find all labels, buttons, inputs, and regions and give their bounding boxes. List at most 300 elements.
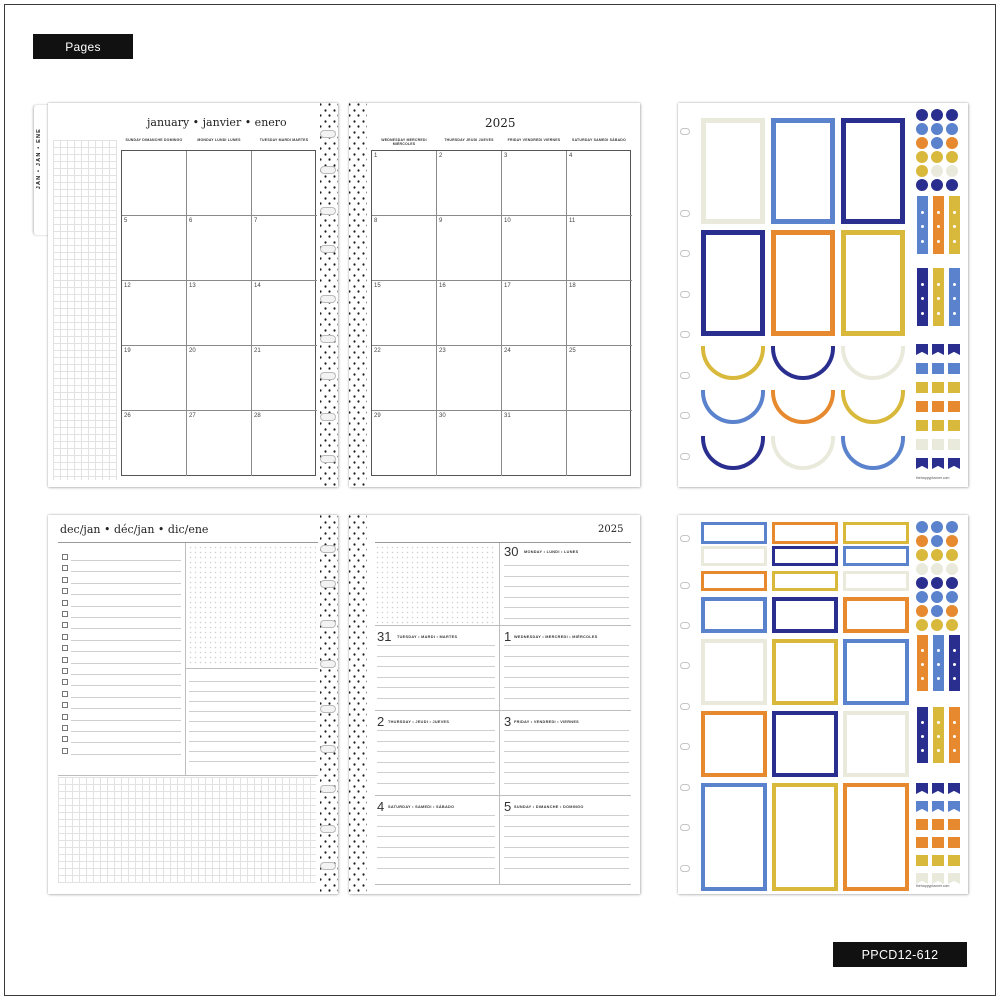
frame-sticker[interactable]	[841, 230, 905, 336]
brand-url: thehappyplanner.com	[916, 884, 950, 888]
checkbox[interactable]	[62, 622, 68, 628]
dot-sticker[interactable]	[931, 165, 943, 177]
tab-sticker[interactable]	[948, 855, 960, 866]
frame-sticker[interactable]	[701, 522, 767, 544]
dot-sticker[interactable]	[916, 521, 928, 533]
checklist-line	[71, 560, 181, 561]
calendar-cell[interactable]	[567, 151, 632, 216]
checklist-line	[71, 571, 181, 572]
calendar-cell[interactable]	[372, 411, 437, 476]
frame-sticker[interactable]	[772, 711, 838, 777]
strip-dot	[921, 225, 924, 228]
checkbox[interactable]	[62, 588, 68, 594]
flag-sticker[interactable]	[916, 458, 928, 469]
tab-sticker[interactable]	[948, 420, 960, 431]
frame-sticker[interactable]	[701, 783, 767, 891]
dot-sticker[interactable]	[946, 137, 958, 149]
strip-dot	[953, 735, 956, 738]
checkbox[interactable]	[62, 657, 68, 663]
frame-sticker[interactable]	[772, 522, 838, 544]
checklist-line	[71, 674, 181, 675]
day-header-friday: FRIDAY VENDREDI VIERNES	[507, 138, 561, 142]
day-number: 30	[504, 544, 519, 559]
calendar-cell[interactable]	[437, 281, 502, 346]
dot-sticker[interactable]	[946, 109, 958, 121]
strip-sticker[interactable]	[933, 196, 944, 254]
checkbox[interactable]	[62, 691, 68, 697]
calendar-cell[interactable]	[502, 151, 567, 216]
frame-sticker[interactable]	[701, 597, 767, 633]
half-circle-sticker[interactable]	[841, 390, 905, 424]
dot-grid-block	[188, 545, 316, 667]
strip-dot	[921, 312, 924, 315]
calendar-day-number: 20	[189, 348, 196, 354]
dot-sticker[interactable]	[916, 549, 928, 561]
calendar-cell[interactable]	[567, 216, 632, 281]
punch-hole	[680, 128, 690, 135]
frame-sticker[interactable]	[772, 597, 838, 633]
column-divider	[185, 543, 186, 775]
half-circle-sticker[interactable]	[701, 436, 765, 470]
day-header-sunday: SUNDAY DIMANCHE DOMINGO	[125, 138, 183, 142]
tab-sticker[interactable]	[916, 837, 928, 848]
calendar-cell[interactable]	[122, 411, 187, 476]
flag-sticker[interactable]	[948, 801, 960, 812]
frame-sticker[interactable]	[772, 546, 838, 566]
writing-line	[377, 783, 495, 784]
writing-line	[504, 836, 629, 837]
flag-sticker[interactable]	[948, 873, 960, 884]
checkbox[interactable]	[62, 668, 68, 674]
checklist-line	[71, 697, 181, 698]
notes-line	[189, 711, 316, 712]
calendar-day-number: 31	[504, 413, 511, 419]
calendar-cell[interactable]	[372, 346, 437, 411]
dot-sticker[interactable]	[931, 123, 943, 135]
calendar-cell[interactable]	[252, 151, 317, 216]
block-divider	[186, 668, 318, 669]
frame-sticker[interactable]	[771, 230, 835, 336]
writing-line	[377, 868, 495, 869]
checkbox[interactable]	[62, 645, 68, 651]
strip-dot	[937, 677, 940, 680]
calendar-day-number: 10	[504, 218, 511, 224]
punch-hole	[680, 824, 690, 831]
week-year: 2025	[598, 524, 624, 535]
dot-sticker[interactable]	[916, 137, 928, 149]
dot-sticker[interactable]	[946, 577, 958, 589]
half-circle-sticker[interactable]	[771, 390, 835, 424]
calendar-cell[interactable]	[122, 281, 187, 346]
dot-sticker[interactable]	[946, 165, 958, 177]
strip-dot	[953, 225, 956, 228]
strip-sticker[interactable]	[949, 196, 960, 254]
checklist-line	[71, 685, 181, 686]
dot-sticker[interactable]	[946, 521, 958, 533]
frame-sticker[interactable]	[843, 546, 909, 566]
binder-disc	[320, 745, 336, 753]
calendar-cell[interactable]	[187, 411, 252, 476]
dot-sticker[interactable]	[916, 165, 928, 177]
frame-sticker[interactable]	[843, 783, 909, 891]
dot-sticker[interactable]	[931, 577, 943, 589]
binder-disc	[320, 166, 336, 174]
dot-sticker[interactable]	[916, 179, 928, 191]
writing-line	[504, 645, 629, 646]
calendar-day-number: 8	[374, 218, 378, 224]
checkbox[interactable]	[62, 725, 68, 731]
dot-sticker[interactable]	[931, 563, 943, 575]
half-circle-sticker[interactable]	[841, 346, 905, 380]
checkbox[interactable]	[62, 736, 68, 742]
strip-dot	[921, 663, 924, 666]
calendar-cell[interactable]	[252, 281, 317, 346]
tab-sticker[interactable]	[948, 382, 960, 393]
half-circle-sticker[interactable]	[771, 346, 835, 380]
tab-sticker[interactable]	[948, 363, 960, 374]
dot-sticker[interactable]	[916, 535, 928, 547]
dot-sticker[interactable]	[931, 535, 943, 547]
flag-sticker[interactable]	[948, 344, 960, 355]
checkbox[interactable]	[62, 600, 68, 606]
day-number: 3	[504, 714, 512, 729]
frame-sticker[interactable]	[701, 639, 767, 705]
dot-sticker[interactable]	[931, 151, 943, 163]
flag-sticker[interactable]	[948, 458, 960, 469]
notes-line	[189, 701, 316, 702]
checkbox[interactable]	[62, 577, 68, 583]
checkbox[interactable]	[62, 565, 68, 571]
day-divider	[375, 884, 631, 885]
calendar-cell[interactable]	[122, 346, 187, 411]
calendar-cell[interactable]	[122, 216, 187, 281]
punch-hole	[680, 372, 690, 379]
calendar-cell[interactable]	[437, 346, 502, 411]
dot-sticker[interactable]	[916, 577, 928, 589]
calendar-cell[interactable]	[502, 216, 567, 281]
checkbox[interactable]	[62, 748, 68, 754]
punch-hole	[680, 535, 690, 542]
punch-hole	[680, 250, 690, 257]
writing-line	[504, 698, 629, 699]
strip-sticker[interactable]	[933, 707, 944, 763]
dot-sticker[interactable]	[931, 521, 943, 533]
flag-sticker[interactable]	[948, 783, 960, 794]
dot-sticker[interactable]	[931, 549, 943, 561]
frame-sticker[interactable]	[841, 118, 905, 224]
tab-sticker[interactable]	[916, 420, 928, 431]
frame-sticker[interactable]	[701, 230, 765, 336]
dot-sticker[interactable]	[916, 605, 928, 617]
checklist-line	[71, 651, 181, 652]
frame-sticker[interactable]	[701, 711, 767, 777]
calendar-day-number: 4	[569, 153, 573, 159]
calendar-day-number: 6	[189, 218, 193, 224]
strip-dot	[953, 749, 956, 752]
checkbox[interactable]	[62, 702, 68, 708]
frame-sticker[interactable]	[701, 118, 765, 224]
writing-line	[377, 772, 495, 773]
writing-line	[504, 772, 629, 773]
strip-dot	[937, 312, 940, 315]
writing-line	[504, 741, 629, 742]
calendar-cell[interactable]	[437, 216, 502, 281]
calendar-day-number: 29	[374, 413, 381, 419]
strip-dot	[953, 240, 956, 243]
dot-pattern-strip	[349, 515, 367, 894]
flag-sticker[interactable]	[932, 873, 944, 884]
strip-sticker[interactable]	[949, 707, 960, 763]
calendar-cell[interactable]	[187, 281, 252, 346]
day-divider	[375, 710, 631, 711]
monthly-calendar-right	[371, 150, 631, 476]
flag-sticker[interactable]	[932, 458, 944, 469]
day-header-thursday: THURSDAY JEUDI JUEVES	[444, 138, 494, 142]
frame-sticker[interactable]	[772, 783, 838, 891]
calendar-day-number: 22	[374, 348, 381, 354]
checklist-line	[71, 742, 181, 743]
strip-sticker[interactable]	[917, 707, 928, 763]
day-name: TUESDAY • MARDI • MARTES	[397, 635, 458, 639]
tab-sticker[interactable]	[916, 382, 928, 393]
tab-sticker[interactable]	[916, 439, 928, 450]
flag-sticker[interactable]	[932, 344, 944, 355]
strip-dot	[937, 240, 940, 243]
half-circle-sticker[interactable]	[701, 390, 765, 424]
strip-dot	[937, 663, 940, 666]
strip-dot	[953, 283, 956, 286]
calendar-cell[interactable]	[187, 346, 252, 411]
dot-sticker[interactable]	[946, 619, 958, 631]
dot-sticker[interactable]	[946, 605, 958, 617]
dot-sticker[interactable]	[931, 619, 943, 631]
calendar-cell[interactable]	[437, 151, 502, 216]
checkbox[interactable]	[62, 611, 68, 617]
flag-sticker[interactable]	[932, 801, 944, 812]
writing-line	[504, 597, 629, 598]
writing-line	[504, 607, 629, 608]
checklist-line	[71, 640, 181, 641]
writing-line	[504, 847, 629, 848]
strip-sticker[interactable]	[949, 635, 960, 691]
dot-sticker[interactable]	[931, 591, 943, 603]
day-number: 2	[377, 714, 385, 729]
dot-sticker[interactable]	[931, 137, 943, 149]
dot-sticker[interactable]	[931, 179, 943, 191]
punch-hole	[680, 331, 690, 338]
calendar-cell[interactable]	[252, 411, 317, 476]
dot-sticker[interactable]	[946, 591, 958, 603]
flag-sticker[interactable]	[916, 873, 928, 884]
day-name: WEDNESDAY • MERCREDI • MIÉRCOLES	[514, 635, 598, 639]
strip-sticker[interactable]	[917, 268, 928, 326]
calendar-cell[interactable]	[437, 411, 502, 476]
calendar-cell[interactable]	[187, 216, 252, 281]
tab-sticker[interactable]	[932, 819, 944, 830]
dot-sticker[interactable]	[946, 151, 958, 163]
calendar-cell[interactable]	[252, 346, 317, 411]
binder-disc	[320, 335, 336, 343]
dot-sticker[interactable]	[916, 591, 928, 603]
dot-sticker[interactable]	[946, 563, 958, 575]
strip-dot	[937, 735, 940, 738]
frame-sticker[interactable]	[843, 711, 909, 777]
strip-sticker[interactable]	[917, 196, 928, 254]
strip-dot	[937, 649, 940, 652]
writing-line	[377, 762, 495, 763]
half-circle-sticker[interactable]	[771, 436, 835, 470]
day-number: 31	[377, 629, 392, 644]
half-circle-sticker[interactable]	[841, 436, 905, 470]
monthly-right-page	[349, 103, 640, 487]
sticker-sheet-2	[678, 515, 968, 894]
tab-sticker[interactable]	[932, 382, 944, 393]
calendar-cell[interactable]	[372, 281, 437, 346]
writing-line	[504, 618, 629, 619]
calendar-day-number: 21	[254, 348, 261, 354]
binder-disc	[320, 705, 336, 713]
frame-sticker[interactable]	[843, 597, 909, 633]
binder-disc	[320, 295, 336, 303]
calendar-cell[interactable]	[567, 411, 632, 476]
calendar-cell[interactable]	[502, 411, 567, 476]
checklist-line	[71, 663, 181, 664]
strip-dot	[937, 225, 940, 228]
dot-sticker[interactable]	[916, 151, 928, 163]
dot-sticker[interactable]	[916, 563, 928, 575]
strip-sticker[interactable]	[933, 268, 944, 326]
tab-sticker[interactable]	[948, 439, 960, 450]
strip-dot	[921, 211, 924, 214]
strip-sticker[interactable]	[933, 635, 944, 691]
checklist-line	[71, 720, 181, 721]
punch-hole	[680, 412, 690, 419]
notes-grid	[53, 140, 117, 480]
tab-sticker[interactable]	[916, 363, 928, 374]
monthly-left-page	[48, 103, 338, 487]
frame-sticker[interactable]	[771, 118, 835, 224]
writing-line	[504, 586, 629, 587]
flag-sticker[interactable]	[916, 344, 928, 355]
frame-sticker[interactable]	[701, 571, 767, 591]
flag-sticker[interactable]	[916, 801, 928, 812]
tab-sticker[interactable]	[932, 855, 944, 866]
punch-hole	[680, 291, 690, 298]
binder-disc	[320, 580, 336, 588]
strip-sticker[interactable]	[917, 635, 928, 691]
tab-sticker[interactable]	[948, 837, 960, 848]
punch-hole	[680, 784, 690, 791]
checkbox[interactable]	[62, 714, 68, 720]
week-title: dec/jan • déc/jan • dic/ene	[60, 523, 209, 536]
tab-sticker[interactable]	[932, 837, 944, 848]
half-circle-sticker[interactable]	[701, 346, 765, 380]
dot-sticker[interactable]	[916, 109, 928, 121]
binder-disc	[320, 825, 336, 833]
strip-dot	[937, 283, 940, 286]
dot-sticker[interactable]	[946, 549, 958, 561]
frame-sticker[interactable]	[701, 546, 767, 566]
frame-sticker[interactable]	[843, 522, 909, 544]
writing-line	[504, 565, 629, 566]
checklist-line	[71, 708, 181, 709]
calendar-cell[interactable]	[252, 216, 317, 281]
calendar-cell[interactable]	[502, 346, 567, 411]
calendar-cell[interactable]	[122, 151, 187, 216]
calendar-cell[interactable]	[502, 281, 567, 346]
tab-sticker[interactable]	[932, 401, 944, 412]
tab-sticker[interactable]	[932, 439, 944, 450]
calendar-day-number: 7	[254, 218, 258, 224]
writing-line	[377, 857, 495, 858]
dot-sticker[interactable]	[946, 123, 958, 135]
strip-dot	[921, 297, 924, 300]
dot-sticker[interactable]	[931, 109, 943, 121]
checkbox[interactable]	[62, 554, 68, 560]
calendar-cell[interactable]	[567, 281, 632, 346]
tab-sticker[interactable]	[948, 401, 960, 412]
week-column-divider	[499, 542, 500, 884]
dot-sticker[interactable]	[916, 123, 928, 135]
calendar-cell[interactable]	[187, 151, 252, 216]
frame-sticker[interactable]	[772, 571, 838, 591]
tab-sticker[interactable]	[932, 363, 944, 374]
month-title: january • janvier • enero	[147, 116, 287, 129]
calendar-day-number: 25	[569, 348, 576, 354]
writing-line	[377, 847, 495, 848]
writing-line	[377, 645, 495, 646]
strip-sticker[interactable]	[949, 268, 960, 326]
checklist-line	[71, 583, 181, 584]
flag-sticker[interactable]	[916, 783, 928, 794]
tab-sticker[interactable]	[948, 819, 960, 830]
dot-sticker[interactable]	[916, 619, 928, 631]
writing-line	[504, 677, 629, 678]
checkbox[interactable]	[62, 679, 68, 685]
calendar-cell[interactable]	[567, 346, 632, 411]
binder-disc	[320, 413, 336, 421]
day-name: FRIDAY • VENDREDI • VIERNES	[514, 720, 579, 724]
frame-sticker[interactable]	[843, 639, 909, 705]
day-name: SUNDAY • DIMANCHE • DOMINGO	[514, 805, 584, 809]
strip-dot	[921, 721, 924, 724]
checkbox[interactable]	[62, 634, 68, 640]
frame-sticker[interactable]	[843, 571, 909, 591]
dot-sticker[interactable]	[946, 179, 958, 191]
tab-sticker[interactable]	[916, 819, 928, 830]
frame-sticker[interactable]	[772, 639, 838, 705]
flag-sticker[interactable]	[932, 783, 944, 794]
writing-line	[377, 741, 495, 742]
weekly-left-page	[48, 515, 338, 894]
calendar-cell[interactable]	[372, 151, 437, 216]
dot-sticker[interactable]	[931, 605, 943, 617]
day-name: THURSDAY • JEUDI • JUEVES	[388, 720, 450, 724]
weekly-right-page	[349, 515, 640, 894]
day-header-monday: MONDAY LUNDI LUNES	[197, 138, 241, 142]
tab-sticker[interactable]	[916, 855, 928, 866]
strip-dot	[921, 283, 924, 286]
strip-dot	[921, 649, 924, 652]
calendar-day-number: 9	[439, 218, 443, 224]
pages-label: Pages	[33, 34, 133, 59]
writing-line	[504, 868, 629, 869]
calendar-cell[interactable]	[372, 216, 437, 281]
tab-sticker[interactable]	[932, 420, 944, 431]
tab-sticker[interactable]	[916, 401, 928, 412]
strip-dot	[937, 297, 940, 300]
dot-sticker[interactable]	[946, 535, 958, 547]
